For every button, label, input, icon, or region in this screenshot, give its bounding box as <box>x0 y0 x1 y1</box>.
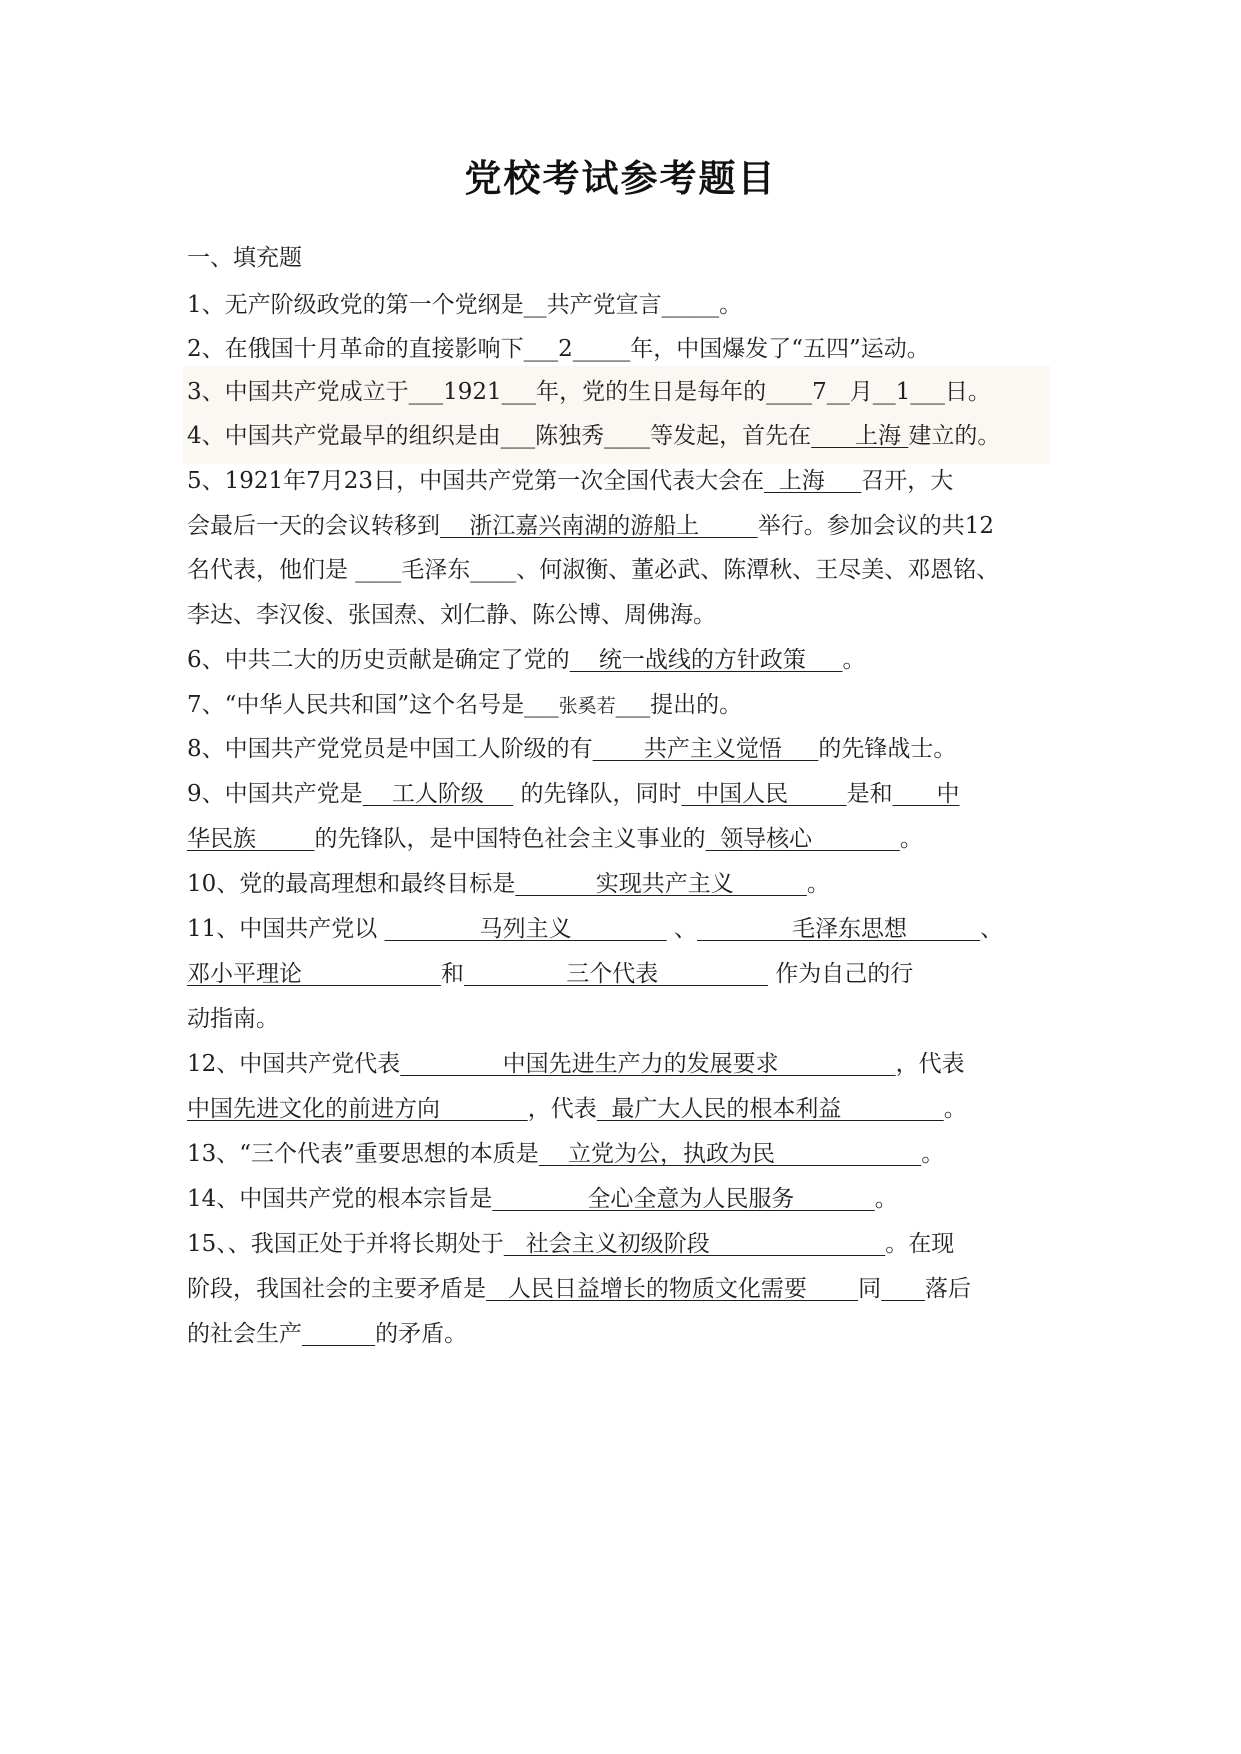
question-13: 13、“三个代表”重要思想的本质是 立党为公，执政为民 。 <box>187 1141 945 1167</box>
answer-blank: 全心全意为人民服务 <box>492 1186 875 1212</box>
answer-blank: 华民族 <box>187 826 315 852</box>
question-11-line-3: 动指南。 <box>187 1006 279 1032</box>
question-5-line-1: 5、1921年7月23日，中国共产党第一次全国代表大会在 上海 召开，大 <box>187 468 954 494</box>
question-11-line-1: 11、中国共产党以 马列主义 、 毛泽东思想 、 <box>187 916 1004 942</box>
answer-blank: 最广大人民的根本利益 <box>596 1096 944 1122</box>
answer-blank: 毛泽东思想 <box>696 916 981 942</box>
answer-blank: 中国人民 <box>681 781 847 807</box>
answer-blank: 邓小平理论 <box>187 961 441 987</box>
question-12-line-1: 12、中国共产党代表 中国先进生产力的发展要求 ，代表 <box>187 1051 965 1077</box>
page-title: 党校考试参考题目 <box>464 157 777 200</box>
answer-blank: 领导核心 <box>705 826 900 852</box>
answer-blank: 中 <box>892 781 960 807</box>
answer-text: 张奚若 <box>558 695 616 717</box>
answer-blank: 工人阶级 <box>362 781 514 807</box>
answer-blank <box>302 1321 375 1347</box>
answer-blank: 人民日益增长的物质文化需要 <box>486 1276 859 1302</box>
question-1: 1、无产阶级政党的第一个党纲是__共产党宣言_____。 <box>187 292 743 318</box>
answer-blank: 上海 <box>764 468 862 494</box>
question-14: 14、中国共产党的根本宗旨是 全心全意为人民服务 。 <box>187 1186 898 1212</box>
question-9-line-1: 9、中国共产党是 工人阶级 的先锋队，同时 中国人民 是和 中 <box>187 781 960 807</box>
question-15-line-1: 15、、我国正处于并将长期处于 社会主义初级阶段 。在现 <box>187 1231 955 1257</box>
answer-blank: 社会主义初级阶段 <box>503 1231 886 1257</box>
question-15-line-2: 阶段，我国社会的主要矛盾是 人民日益增长的物质文化需要 同 落后 <box>187 1276 971 1302</box>
answer-blank: 实现共产主义 <box>515 871 807 897</box>
question-8: 8、中国共产党党员是中国工人阶级的有 共产主义觉悟 的先锋战士。 <box>187 736 957 762</box>
question-4: 4、中国共产党最早的组织是由___陈独秀____等发起，首先在 上海 建立的。 <box>187 423 1001 449</box>
question-5-line-2: 会最后一天的会议转移到 浙江嘉兴南湖的游船上 举行。参加会议的共12 <box>187 513 995 539</box>
section-heading: 一、填充题 <box>187 245 302 271</box>
answer-blank: 浙江嘉兴南湖的游船上 <box>440 513 758 539</box>
answer-blank: 马列主义 <box>384 916 667 942</box>
answer-blank: 共产主义觉悟 <box>592 736 819 762</box>
answer-blank: 中国先进文化的前进方向 <box>187 1096 528 1122</box>
question-5-line-3: 名代表，他们是 ____毛泽东____、何淑衡、董必武、陈潭秋、王尽美、邓恩铭、 <box>187 557 1000 583</box>
question-7: 7、“中华人民共和国”这个名号是___张奚若___提出的。 <box>187 692 743 718</box>
question-9-line-2: 华民族 的先锋队，是中国特色社会主义事业的 领导核心 。 <box>187 826 923 852</box>
question-3: 3、中国共产党成立于___1921___年，党的生日是每年的____7__月__1___日。 <box>187 379 991 405</box>
question-12-line-2: 中国先进文化的前进方向 ，代表 最广大人民的根本利益 。 <box>187 1096 967 1122</box>
question-6: 6、中共二大的历史贡献是确定了党的 统一战线的方针政策 。 <box>187 647 866 673</box>
answer-blank: 立党为公，执政为民 <box>538 1141 922 1167</box>
question-2: 2、在俄国十月革命的直接影响下___2_____年，中国爆发了“五四”运动。 <box>187 336 930 362</box>
answer-blank: 上海 <box>811 423 909 449</box>
question-11-line-2: 邓小平理论 和 三个代表 作为自己的行 <box>187 961 914 987</box>
question-5-line-4: 李达、李汉俊、张国焘、刘仁静、陈公博、周佛海。 <box>187 602 716 628</box>
question-10: 10、党的最高理想和最终目标是 实现共产主义 。 <box>187 871 830 897</box>
answer-blank: 中国先进生产力的发展要求 <box>400 1051 896 1077</box>
question-15-line-3: 的社会生产 的矛盾。 <box>187 1321 468 1347</box>
answer-blank <box>881 1276 925 1302</box>
answer-blank: 统一战线的方针政策 <box>569 647 843 673</box>
answer-blank: 三个代表 <box>463 961 768 987</box>
